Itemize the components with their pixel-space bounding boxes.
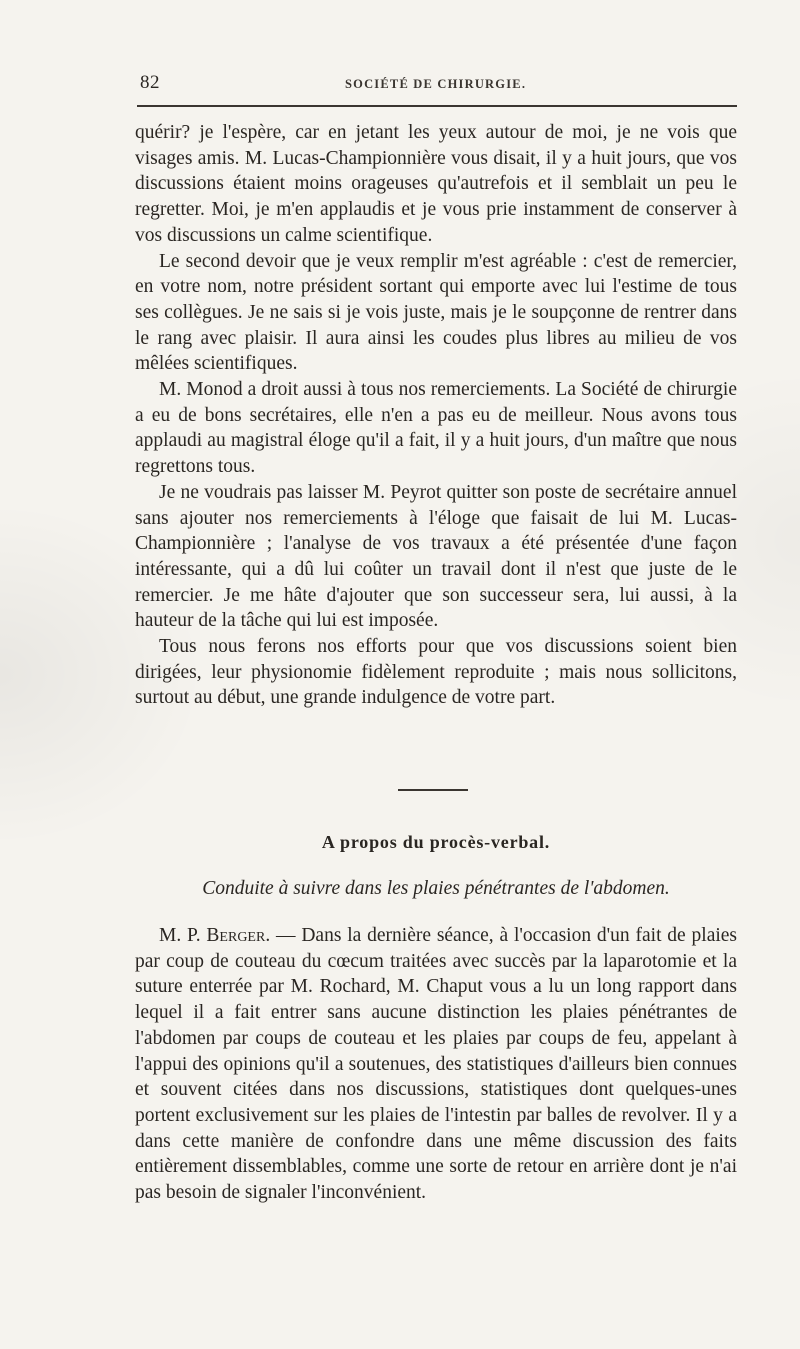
- speech-paragraph: [135, 923, 737, 1206]
- paragraph: Je ne voudrais pas laisser M. Peyrot quitter son poste de secrétaire annuel sans ajouter nos remerciements à l'éloge que faisait de lui M. Lucas-Championnière ; l'analyse de vos travaux a été présentée d'une façon intéressante, qui a dû lui coûter un travail dont il n'est que juste de le remercier. Je me hâte d'ajouter que son successeur sera, lui aussi, à la hauteur de la tâche qui lui est imposée.: [135, 481, 737, 632]
- section-heading: A propos du procès-verbal.: [321, 832, 551, 852]
- speaker-name: Berger: [206, 925, 266, 946]
- paragraph: Tous nous ferons nos efforts pour que vos discussions soient bien dirigées, leur physionomie fidèlement reproduite ; mais nous sollicitons, surtout au début, une grande indulgence de votre part.: [135, 636, 737, 709]
- paragraph-continued: quérir? je l'espère, car en jetant les yeux autour de moi, je ne vois que visages amis. M. Lucas-Championnière vous disait, il y a huit jours, que vos discussions étaient moins orageuses qu'autrefois et il semblait un peu le regretter. Moi, je m'en applaudis et je vous prie instamment de conserver à vos discussions un calme scientifique.: [135, 122, 737, 246]
- speech-text: [135, 923, 737, 1206]
- paragraph: Le second devoir que je veux remplir m'est agréable : c'est de remercier, en votre nom, notre président sortant qui emporte avec lui l'estime de tous ses collègues. Je ne sais si je vois juste, mais je le soupçonne de rentrer dans le rang avec plaisir. Il aura ainsi les coudes plus libres au milieu de vos mêlées scientifiques.: [135, 250, 737, 375]
- running-head: [135, 72, 737, 96]
- speaker-suffix: . —: [265, 925, 302, 946]
- page-number: 82: [140, 72, 160, 93]
- running-title: SOCIÉTÉ DE CHIRURGIE.: [345, 77, 527, 91]
- section-divider: [398, 789, 468, 791]
- section-subtitle: Conduite à suivre dans les plaies pénétrantes de l'abdomen.: [202, 878, 670, 899]
- speaker-prefix: M. P.: [159, 925, 207, 946]
- speech-body: Dans la dernière séance, à l'occasion d'un fait de plaies par coup de couteau du cœcum traitées avec succès par la laparotomie et la suture enterrée par M. Rochard, M. Chaput vous a lu un long rapport dans lequel il a fait entrer sans aucune distinction les plaies pénétrantes de l'abdomen par coups de couteau et les plaies par coups de feu, appelant à l'appui des opinions qu'il a soutenues, des statistiques d'ailleurs bien connues et souvent citées dans nos discussions, statistiques dont quelques-unes portent exclusivement sur les plaies de l'intestin par balles de revolver. Il y a dans cette manière de confondre dans une même discussion des faits entièrement dissemblables, comme une sorte de retour en arrière dont je n'ai pas besoin de signaler l'inconvénient.: [135, 925, 738, 1204]
- header-rule: [137, 105, 737, 107]
- body-text: [135, 120, 737, 711]
- paragraph: M. Monod a droit aussi à tous nos remerciements. La Société de chirurgie a eu de bons secrétaires, elle n'en a pas eu de meilleur. Nous avons tous applaudi au magistral éloge qu'il a fait, il y a huit jours, d'un maître que nous regrettons tous.: [135, 379, 737, 478]
